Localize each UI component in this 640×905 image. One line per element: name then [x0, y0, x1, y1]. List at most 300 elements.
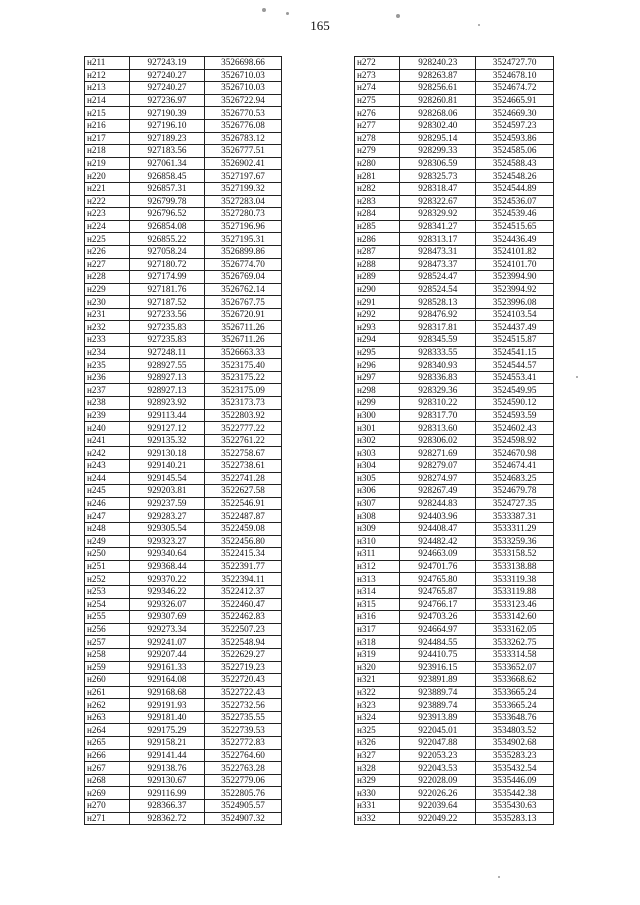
y-coordinate-cell: 3527197.67: [205, 170, 282, 183]
x-coordinate-cell: 929140.21: [130, 460, 205, 473]
table-row: [85, 724, 282, 737]
table-row: [355, 409, 554, 422]
x-coordinate-cell: 928366.37: [130, 800, 205, 813]
y-coordinate-cell: 3526711.26: [205, 321, 282, 334]
table-row: [85, 699, 282, 712]
y-coordinate-cell: 3522805.76: [205, 787, 282, 800]
x-coordinate-cell: 926796.52: [130, 208, 205, 221]
point-id-cell: н268: [85, 774, 130, 787]
point-id-cell: н289: [355, 271, 400, 284]
table-row: [85, 623, 282, 636]
y-coordinate-cell: 3526774.70: [205, 258, 282, 271]
x-coordinate-cell: 929127.12: [130, 422, 205, 435]
point-id-cell: н293: [355, 321, 400, 334]
point-id-cell: н300: [355, 409, 400, 422]
table-row: [355, 434, 554, 447]
x-coordinate-cell: 924403.96: [400, 510, 476, 523]
point-id-cell: н217: [85, 132, 130, 145]
point-id-cell: н247: [85, 510, 130, 523]
y-coordinate-cell: 3522415.34: [205, 548, 282, 561]
point-id-cell: н232: [85, 321, 130, 334]
y-coordinate-cell: 3524536.07: [476, 195, 554, 208]
y-coordinate-cell: 3524670.98: [476, 447, 554, 460]
point-id-cell: н327: [355, 749, 400, 762]
point-id-cell: н221: [85, 182, 130, 195]
table-row: [355, 82, 554, 95]
point-id-cell: н318: [355, 636, 400, 649]
table-row: [355, 774, 554, 787]
y-coordinate-cell: 3524665.91: [476, 94, 554, 107]
y-coordinate-cell: 3526711.26: [205, 334, 282, 347]
y-coordinate-cell: 3523175.40: [205, 359, 282, 372]
table-row: [355, 422, 554, 435]
point-id-cell: н242: [85, 447, 130, 460]
y-coordinate-cell: 3522735.55: [205, 711, 282, 724]
x-coordinate-cell: 923891.89: [400, 674, 476, 687]
point-id-cell: н278: [355, 132, 400, 145]
table-row: [85, 598, 282, 611]
table-row: [85, 812, 282, 825]
point-id-cell: н315: [355, 598, 400, 611]
point-id-cell: н212: [85, 69, 130, 82]
table-row: [85, 397, 282, 410]
point-id-cell: н274: [355, 82, 400, 95]
y-coordinate-cell: 3527196.96: [205, 220, 282, 233]
y-coordinate-cell: 3533668.62: [476, 674, 554, 687]
point-id-cell: н250: [85, 548, 130, 561]
x-coordinate-cell: 929130.67: [130, 774, 205, 787]
point-id-cell: н260: [85, 674, 130, 687]
x-coordinate-cell: 928267.49: [400, 485, 476, 498]
table-row: [85, 208, 282, 221]
point-id-cell: н326: [355, 737, 400, 750]
point-id-cell: н237: [85, 384, 130, 397]
point-id-cell: н324: [355, 711, 400, 724]
y-coordinate-cell: 3522763.28: [205, 762, 282, 775]
y-coordinate-cell: 3522391.77: [205, 560, 282, 573]
table-row: [355, 94, 554, 107]
x-coordinate-cell: 928524.47: [400, 271, 476, 284]
table-row: [85, 674, 282, 687]
y-coordinate-cell: 3526902.41: [205, 157, 282, 170]
y-coordinate-cell: 3533158.52: [476, 548, 554, 561]
y-coordinate-cell: 3527195.31: [205, 233, 282, 246]
table-row: [85, 774, 282, 787]
y-coordinate-cell: 3523175.22: [205, 371, 282, 384]
table-row: [85, 573, 282, 586]
table-row: [355, 195, 554, 208]
x-coordinate-cell: 927174.99: [130, 271, 205, 284]
point-id-cell: н236: [85, 371, 130, 384]
x-coordinate-cell: 929181.40: [130, 711, 205, 724]
x-coordinate-cell: 929241.07: [130, 636, 205, 649]
point-id-cell: н261: [85, 686, 130, 699]
y-coordinate-cell: 3533262.75: [476, 636, 554, 649]
table-row: [85, 585, 282, 598]
x-coordinate-cell: 928473.37: [400, 258, 476, 271]
table-row: [355, 258, 554, 271]
x-coordinate-cell: 927196.10: [130, 119, 205, 132]
y-coordinate-cell: 3535283.23: [476, 749, 554, 762]
point-id-cell: н241: [85, 434, 130, 447]
y-coordinate-cell: 3522803.92: [205, 409, 282, 422]
table-row: [355, 119, 554, 132]
x-coordinate-cell: 928524.54: [400, 283, 476, 296]
table-row: [85, 611, 282, 624]
x-coordinate-cell: 928927.55: [130, 359, 205, 372]
point-id-cell: н291: [355, 296, 400, 309]
y-coordinate-cell: 3526722.94: [205, 94, 282, 107]
y-coordinate-cell: 3523994.90: [476, 271, 554, 284]
x-coordinate-cell: 928927.13: [130, 384, 205, 397]
point-id-cell: н266: [85, 749, 130, 762]
table-row: [355, 384, 554, 397]
table-row: [355, 636, 554, 649]
x-coordinate-cell: 929326.07: [130, 598, 205, 611]
table-row: [355, 132, 554, 145]
y-coordinate-cell: 3533387.31: [476, 510, 554, 523]
table-row: [355, 787, 554, 800]
point-id-cell: н243: [85, 460, 130, 473]
y-coordinate-cell: 3533162.05: [476, 623, 554, 636]
y-coordinate-cell: 3526710.03: [205, 69, 282, 82]
table-row: [355, 371, 554, 384]
table-row: [85, 686, 282, 699]
x-coordinate-cell: 928256.61: [400, 82, 476, 95]
table-row: [85, 69, 282, 82]
x-coordinate-cell: 922043.53: [400, 762, 476, 775]
table-row: [85, 737, 282, 750]
y-coordinate-cell: 3522487.87: [205, 510, 282, 523]
point-id-cell: н220: [85, 170, 130, 183]
table-row: [355, 208, 554, 221]
point-id-cell: н328: [355, 762, 400, 775]
y-coordinate-cell: 3524905.57: [205, 800, 282, 813]
table-row: [85, 334, 282, 347]
point-id-cell: н226: [85, 245, 130, 258]
y-coordinate-cell: 3527283.04: [205, 195, 282, 208]
table-row: [355, 585, 554, 598]
x-coordinate-cell: 929158.21: [130, 737, 205, 750]
point-id-cell: н303: [355, 447, 400, 460]
y-coordinate-cell: 3524674.72: [476, 82, 554, 95]
point-id-cell: н305: [355, 472, 400, 485]
x-coordinate-cell: 924484.55: [400, 636, 476, 649]
point-id-cell: н215: [85, 107, 130, 120]
table-row: [355, 145, 554, 158]
x-coordinate-cell: 928329.36: [400, 384, 476, 397]
x-coordinate-cell: 927236.97: [130, 94, 205, 107]
page-number: 165: [310, 18, 330, 33]
point-id-cell: н258: [85, 648, 130, 661]
point-id-cell: н304: [355, 460, 400, 473]
table-row: [85, 661, 282, 674]
point-id-cell: н280: [355, 157, 400, 170]
y-coordinate-cell: 3524437.49: [476, 321, 554, 334]
y-coordinate-cell: 3522629.27: [205, 648, 282, 661]
table-row: [355, 397, 554, 410]
table-row: [355, 560, 554, 573]
x-coordinate-cell: 929113.44: [130, 409, 205, 422]
x-coordinate-cell: 929135.32: [130, 434, 205, 447]
point-id-cell: н227: [85, 258, 130, 271]
table-row: [85, 749, 282, 762]
y-coordinate-cell: 3526762.14: [205, 283, 282, 296]
table-row: [85, 472, 282, 485]
point-id-cell: н259: [85, 661, 130, 674]
y-coordinate-cell: 3524515.65: [476, 220, 554, 233]
table-row: [85, 548, 282, 561]
table-row: [85, 233, 282, 246]
y-coordinate-cell: 3526720.91: [205, 308, 282, 321]
x-coordinate-cell: 928322.67: [400, 195, 476, 208]
point-id-cell: н319: [355, 648, 400, 661]
table-row: [355, 611, 554, 624]
table-row: [355, 749, 554, 762]
point-id-cell: н239: [85, 409, 130, 422]
y-coordinate-cell: 3523994.92: [476, 283, 554, 296]
point-id-cell: н211: [85, 57, 130, 70]
table-row: [355, 699, 554, 712]
table-row: [85, 283, 282, 296]
scan-speck: [286, 12, 289, 15]
x-coordinate-cell: 928528.13: [400, 296, 476, 309]
point-id-cell: н272: [355, 57, 400, 70]
table-row: [355, 233, 554, 246]
table-row: [355, 107, 554, 120]
x-coordinate-cell: 927181.76: [130, 283, 205, 296]
point-id-cell: н256: [85, 623, 130, 636]
x-coordinate-cell: 929141.44: [130, 749, 205, 762]
point-id-cell: н284: [355, 208, 400, 221]
table-row: [85, 182, 282, 195]
table-row: [355, 674, 554, 687]
point-id-cell: н219: [85, 157, 130, 170]
table-row: [355, 321, 554, 334]
point-id-cell: н255: [85, 611, 130, 624]
table-row: [85, 94, 282, 107]
y-coordinate-cell: 3522719.23: [205, 661, 282, 674]
y-coordinate-cell: 3526710.03: [205, 82, 282, 95]
point-id-cell: н225: [85, 233, 130, 246]
point-id-cell: н270: [85, 800, 130, 813]
x-coordinate-cell: 928317.81: [400, 321, 476, 334]
table-row: [355, 737, 554, 750]
x-coordinate-cell: 929145.54: [130, 472, 205, 485]
point-id-cell: н277: [355, 119, 400, 132]
point-id-cell: н249: [85, 535, 130, 548]
y-coordinate-cell: 3522456.80: [205, 535, 282, 548]
table-row: [355, 711, 554, 724]
y-coordinate-cell: 3535432.54: [476, 762, 554, 775]
y-coordinate-cell: 3524669.30: [476, 107, 554, 120]
x-coordinate-cell: 929323.27: [130, 535, 205, 548]
point-id-cell: н223: [85, 208, 130, 221]
table-row: [355, 485, 554, 498]
x-coordinate-cell: 926855.22: [130, 233, 205, 246]
x-coordinate-cell: 929346.22: [130, 585, 205, 598]
point-id-cell: н298: [355, 384, 400, 397]
table-row: [85, 82, 282, 95]
table-row: [355, 69, 554, 82]
table-row: [85, 422, 282, 435]
x-coordinate-cell: 924664.97: [400, 623, 476, 636]
table-row: [85, 107, 282, 120]
point-id-cell: н257: [85, 636, 130, 649]
point-id-cell: н276: [355, 107, 400, 120]
y-coordinate-cell: 3522764.60: [205, 749, 282, 762]
point-id-cell: н299: [355, 397, 400, 410]
y-coordinate-cell: 3522412.37: [205, 585, 282, 598]
x-coordinate-cell: 929130.18: [130, 447, 205, 460]
y-coordinate-cell: 3533123.46: [476, 598, 554, 611]
x-coordinate-cell: 928341.27: [400, 220, 476, 233]
y-coordinate-cell: 3533259.36: [476, 535, 554, 548]
point-id-cell: н331: [355, 800, 400, 813]
x-coordinate-cell: 924765.87: [400, 585, 476, 598]
table-row: [85, 119, 282, 132]
y-coordinate-cell: 3522739.53: [205, 724, 282, 737]
y-coordinate-cell: 3524101.82: [476, 245, 554, 258]
y-coordinate-cell: 3533119.38: [476, 573, 554, 586]
table-row: [85, 434, 282, 447]
x-coordinate-cell: 928923.92: [130, 397, 205, 410]
y-coordinate-cell: 3524727.70: [476, 57, 554, 70]
y-coordinate-cell: 3533665.24: [476, 699, 554, 712]
x-coordinate-cell: 928473.31: [400, 245, 476, 258]
x-coordinate-cell: 922047.88: [400, 737, 476, 750]
x-coordinate-cell: 922026.26: [400, 787, 476, 800]
point-id-cell: н290: [355, 283, 400, 296]
point-id-cell: н228: [85, 271, 130, 284]
x-coordinate-cell: 927240.27: [130, 82, 205, 95]
y-coordinate-cell: 3524602.43: [476, 422, 554, 435]
point-id-cell: н313: [355, 573, 400, 586]
x-coordinate-cell: 927058.24: [130, 245, 205, 258]
point-id-cell: н238: [85, 397, 130, 410]
table-row: [355, 535, 554, 548]
point-id-cell: н248: [85, 522, 130, 535]
point-id-cell: н302: [355, 434, 400, 447]
x-coordinate-cell: 926858.45: [130, 170, 205, 183]
point-id-cell: н235: [85, 359, 130, 372]
y-coordinate-cell: 3526698.66: [205, 57, 282, 70]
point-id-cell: н308: [355, 510, 400, 523]
point-id-cell: н275: [355, 94, 400, 107]
y-coordinate-cell: 3522772.83: [205, 737, 282, 750]
x-coordinate-cell: 928306.02: [400, 434, 476, 447]
x-coordinate-cell: 924703.26: [400, 611, 476, 624]
table-row: [85, 245, 282, 258]
x-coordinate-cell: 922028.09: [400, 774, 476, 787]
x-coordinate-cell: 927243.19: [130, 57, 205, 70]
point-id-cell: н325: [355, 724, 400, 737]
table-row: [85, 762, 282, 775]
table-row: [355, 334, 554, 347]
table-row: [85, 132, 282, 145]
x-coordinate-cell: 928306.59: [400, 157, 476, 170]
point-id-cell: н254: [85, 598, 130, 611]
scan-speck: [498, 876, 500, 878]
point-id-cell: н224: [85, 220, 130, 233]
x-coordinate-cell: 926857.31: [130, 182, 205, 195]
x-coordinate-cell: 928325.73: [400, 170, 476, 183]
y-coordinate-cell: 3522732.56: [205, 699, 282, 712]
table-row: [355, 724, 554, 737]
point-id-cell: н269: [85, 787, 130, 800]
table-row: [85, 384, 282, 397]
y-coordinate-cell: 3526770.53: [205, 107, 282, 120]
x-coordinate-cell: 928362.72: [130, 812, 205, 825]
y-coordinate-cell: 3522627.58: [205, 485, 282, 498]
y-coordinate-cell: 3524553.41: [476, 371, 554, 384]
y-coordinate-cell: 3533648.76: [476, 711, 554, 724]
table-row: [355, 359, 554, 372]
point-id-cell: н240: [85, 422, 130, 435]
y-coordinate-cell: 3524544.57: [476, 359, 554, 372]
point-id-cell: н314: [355, 585, 400, 598]
table-row: [355, 661, 554, 674]
y-coordinate-cell: 3524593.59: [476, 409, 554, 422]
x-coordinate-cell: 922039.64: [400, 800, 476, 813]
x-coordinate-cell: 929116.99: [130, 787, 205, 800]
table-row: [355, 762, 554, 775]
table-row: [355, 510, 554, 523]
x-coordinate-cell: 929237.59: [130, 497, 205, 510]
x-coordinate-cell: 927248.11: [130, 346, 205, 359]
table-row: [355, 245, 554, 258]
y-coordinate-cell: 3524539.46: [476, 208, 554, 221]
point-id-cell: н307: [355, 497, 400, 510]
y-coordinate-cell: 3524674.41: [476, 460, 554, 473]
table-row: [355, 573, 554, 586]
x-coordinate-cell: 929340.64: [130, 548, 205, 561]
x-coordinate-cell: 927183.56: [130, 145, 205, 158]
y-coordinate-cell: 3533311.29: [476, 522, 554, 535]
x-coordinate-cell: 926799.78: [130, 195, 205, 208]
x-coordinate-cell: 926854.08: [130, 220, 205, 233]
y-coordinate-cell: 3524597.23: [476, 119, 554, 132]
table-row: [85, 57, 282, 70]
x-coordinate-cell: 929175.29: [130, 724, 205, 737]
point-id-cell: н296: [355, 359, 400, 372]
table-row: [85, 359, 282, 372]
table-row: [85, 170, 282, 183]
y-coordinate-cell: 3524548.26: [476, 170, 554, 183]
table-row: [85, 510, 282, 523]
y-coordinate-cell: 3524593.86: [476, 132, 554, 145]
y-coordinate-cell: 3524103.54: [476, 308, 554, 321]
y-coordinate-cell: 3522394.11: [205, 573, 282, 586]
y-coordinate-cell: 3534902.68: [476, 737, 554, 750]
scan-speck: [262, 8, 266, 12]
point-id-cell: н271: [85, 812, 130, 825]
y-coordinate-cell: 3533142.60: [476, 611, 554, 624]
table-row: [355, 497, 554, 510]
x-coordinate-cell: 928244.83: [400, 497, 476, 510]
table-row: [85, 447, 282, 460]
table-row: [355, 308, 554, 321]
table-row: [355, 472, 554, 485]
point-id-cell: н301: [355, 422, 400, 435]
point-id-cell: н323: [355, 699, 400, 712]
point-id-cell: н297: [355, 371, 400, 384]
table-row: [355, 598, 554, 611]
table-row: [85, 296, 282, 309]
table-row: [355, 460, 554, 473]
point-id-cell: н279: [355, 145, 400, 158]
x-coordinate-cell: 929370.22: [130, 573, 205, 586]
